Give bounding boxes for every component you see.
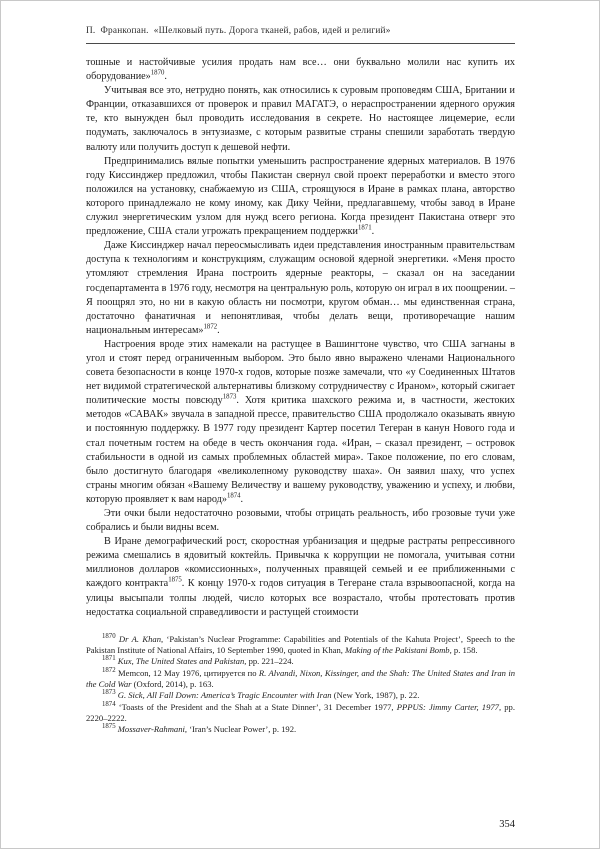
paragraph: Учитывая все это, нетрудно понять, как относились к суровым проповедям США, Британии и Франции, отказавшихся от проверок и правил МАГАТЭ, о нераспространении ядерного оружия те, кто вынужден был проводить исследования в секрете. Но настоящее лицемерие, если подумать, заключалось в энтузиазме, с которым развитые страны спешили заработать твердую валюту или получить доступ к дешевой нефти.	[86, 85, 515, 153]
page-number: 354	[499, 819, 515, 830]
footnote-number: 1875	[102, 723, 116, 731]
footnote: $^{1875}$ Mossaver-Rahmani, ‘Iran’s Nuclear Power’, p. 192.	[102, 723, 297, 735]
footnote: $^{1871}$ Kux, The United States and Pakistan, pp. 221–224.	[102, 655, 294, 667]
footnote-number: 1874	[102, 700, 116, 708]
italic-text: Making of the Pakistani Bomb	[345, 645, 450, 656]
italic-text: Dr A. Khan	[118, 633, 161, 644]
footnote-ref: 1875	[168, 577, 182, 585]
footnote-ref: 1870	[150, 69, 165, 77]
italic-text: All Fall Down: America’s Tragic Encounter with Iran	[146, 690, 332, 701]
italic-text: G. Sick	[117, 690, 143, 701]
italic-text: PPPUS: Jimmy Carter, 1977	[396, 701, 499, 712]
footnote-ref: 1873	[222, 393, 237, 401]
footnote-number: 1870	[102, 632, 116, 640]
paragraph: Предпринимались вялые попытки уменьшить распространение ядерных материалов. В 1976 году Киссинджер предложил, чтобы Пакистан свернул свой проект переработки и вместо этого положился на установку, снабжаемую из США, строящуюся в Иране в рамках плана, авторство которого принадлежало не кому иному, как Дику Чейни, предлагавшему, чтобы завод в Иране служил энергетическим узлом для нужд всего региона. Когда президент Пакистана отверг это предложение, США стали угрожать прекращением поддержки$^{1871}$.	[86, 155, 515, 238]
paragraph: В Иране демографический рост, скоростная урбанизация и щедрые растраты репрессивного режима смешались в ядовитый коктейль. Привычка к коррупции не помогала, учитывая сотни миллионов долларов «комиссионных», полученных правящей семьей и ее приближенными с каждого контракта$^{1875}$. К концу 1970-х годов ситуация в Тегеране стала взрывоопасной, когда на улицы высыпали толпы людей, число которых все возрастало, чтобы протестовать против недостатка социальной справедливости и растущей стоимости	[86, 536, 516, 618]
footnote: $^{1872}$ Memcon, 12 May 1976, цитируется по R. Alvandi, Nixon, Kissinger, and the Shah: The United States and Iran in the Cold War (Oxford, 2014), p. 163.	[86, 666, 516, 689]
footnote: $^{1874}$ ‘Toasts of the President and the Shah at a State Dinner’, 31 December 1977, PPPUS: Jimmy Carter, 1977, pp. 2220–2222.	[86, 700, 515, 723]
footnote: $^{1870}$ Dr A. Khan, ‘Pakistan’s Nuclear Programme: Capabilities and Potentials of the Kahuta Project’, Speech to the Pakistan Institute of National Affairs, 10 September 1990, quoted in Khan, Making of the Pakistani Bomb, p. 158.	[86, 632, 515, 656]
footnote-ref: 1871	[358, 224, 372, 232]
footnotes-section	[86, 634, 515, 736]
italic-text: Nixon, Kissinger, and the Shah: The United States and Iran in the Cold War	[86, 667, 516, 689]
paragraph: Настроения вроде этих намекали на растущее в Вашингтоне чувство, что США загнаны в угол и стоят перед ограниченным выбором. Это было явно выражено членами Национального совета безопасности в конце 1970-х годов, которые позже замечали, что «у Соединенных Штатов нет видимой стратегической альтернативы близкому сотрудничеству с Ираном», который сжигает политические мосты повсюду$^{1873}$. Хотя критика шахского режима и, в частности, жестоких методов «САВАК» звучала в западной прессе, правительство США продолжало оказывать явную и постоянную поддержку. В 1977 году президент Картер посетил Тегеран в канун Нового года и стал почетным гостем на обеде в честь окончания года. «Иран, – сказал президент, – островок стабильности в одной из самых проблемных областей мира». Такое положение, по его словам, было достигнуто благодаря «великолепному руководству шаха». Он заявил шаху, что успех страны многим обязан «Вашему Величеству и вашему руководству, уважению и успеху, и любви, которую проявляет к вам народ»$^{1874}$.	[86, 338, 515, 505]
footnote-ref: 1874	[226, 492, 241, 500]
italic-text: Mossaver-Rahmani	[117, 724, 185, 735]
running-header: П. Франкопан. «Шелковый путь. Дорога тканей, рабов, идей и религий»	[86, 26, 391, 36]
page-content	[1, 1, 599, 735]
footnote-number: 1872	[102, 666, 116, 674]
footnote-ref: 1872	[203, 323, 218, 331]
footnote-number: 1871	[102, 655, 116, 663]
italic-text: The United States and Pakistan	[135, 656, 245, 667]
italic-text: R. Alvandi	[258, 667, 296, 678]
italic-text: Kux	[117, 656, 132, 667]
footnote: $^{1873}$ G. Sick, All Fall Down: America’s Tragic Encounter with Iran (New York, 1987), p. 22.	[102, 689, 420, 701]
body-text	[86, 56, 515, 620]
paragraph: Даже Киссинджер начал переосмысливать идеи представления иностранным правительствам доступа к технологиям и конструкциям, служащим основой ядерной энергетики. «Меня просто утомляют стремления Ирана построить ядерные реакторы, – сказал он на заседании госдепартамента в 1976 году, несмотря на центральную роль, которую он играл в их поощрении. – Я поощрял это, но ни в какую область ни посмотри, кругом обман… мы единственная страна, достаточно фанатичная и непонятливая, чтобы делать вещи, противоречащие нашим национальным интересам»$^{1872}$.	[86, 240, 515, 336]
header-rule	[86, 43, 515, 44]
paragraph: тошные и настойчивые усилия продать нам все… они буквально молили нас купить их оборудование»$^{1870}$.	[86, 57, 515, 83]
footnote-number: 1873	[102, 689, 116, 697]
paragraph: Эти очки были недостаточно розовыми, чтобы отрицать реальность, ибо грозовые тучи уже собрались и были видны всем.	[86, 508, 515, 534]
